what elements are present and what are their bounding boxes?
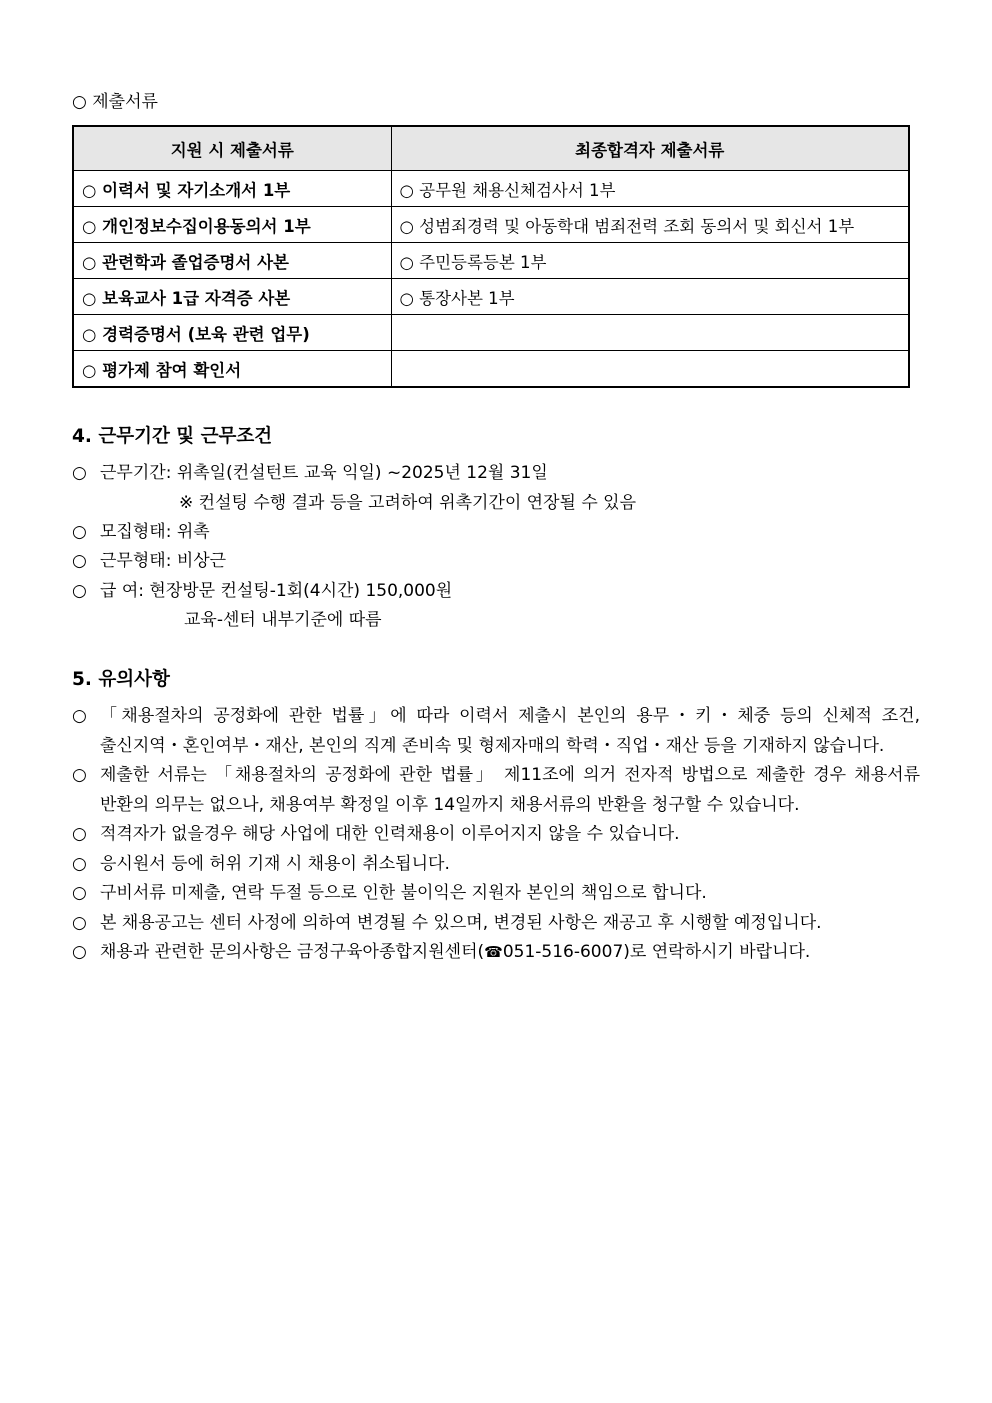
work-type-value: 비상근 bbox=[176, 551, 227, 571]
table-header-row bbox=[73, 126, 909, 171]
notice-text: 구비서류 미제출, 연락 두절 등으로 인한 불이익은 지원자 본인의 책임으로 합니다. bbox=[100, 883, 707, 903]
table-row bbox=[73, 279, 909, 315]
notice-text: 본 채용공고는 센터 사정에 의하여 변경될 수 있으며, 변경된 사항은 재공고 후 시행할 예정입니다. bbox=[100, 912, 822, 933]
table-cell bbox=[391, 351, 909, 388]
bullet-circle-icon: ○ bbox=[72, 521, 87, 542]
pay-label: 급 여: bbox=[100, 580, 144, 601]
table-row bbox=[73, 207, 909, 243]
bullet-circle-icon: ○ bbox=[72, 580, 87, 601]
document-page bbox=[72, 88, 922, 968]
notice-item bbox=[72, 879, 922, 909]
table-cell: ○ 평가제 참여 확인서 bbox=[73, 351, 391, 388]
contact-item bbox=[72, 938, 922, 968]
notice-text: 적격자가 없을경우 해당 사업에 대한 인력채용이 이루어지지 않을 수 있습니다. bbox=[100, 824, 680, 844]
section5-heading: 5. 유의사항 bbox=[72, 669, 170, 690]
recruit-type-value: 위촉 bbox=[176, 521, 210, 542]
table-cell: ○ 통장사본 1부 bbox=[391, 279, 909, 315]
work-period-item bbox=[72, 459, 922, 489]
table-cell: ○ 주민등록등본 1부 bbox=[391, 243, 909, 279]
bullet-circle-icon: ○ bbox=[72, 824, 87, 844]
table-cell: ○ 개인정보수집이용동의서 1부 bbox=[73, 207, 391, 243]
table-cell: ○ 성범죄경력 및 아동학대 범죄전력 조회 동의서 및 회신서 1부 bbox=[391, 207, 909, 243]
notice-item bbox=[72, 909, 922, 939]
table-header-application: 지원 시 제출서류 bbox=[73, 126, 391, 171]
notice-item bbox=[72, 702, 922, 761]
notice-item bbox=[72, 820, 922, 850]
table-row bbox=[73, 315, 909, 351]
work-period-value: 위촉일(컨설턴트 교육 익일) ~2025년 12월 31일 bbox=[176, 463, 548, 483]
bullet-circle-icon: ○ bbox=[72, 942, 87, 962]
notice-item bbox=[72, 850, 922, 880]
work-type-label: 근무형태: bbox=[100, 551, 172, 571]
bullet-circle-icon: ○ bbox=[72, 883, 87, 903]
contact-text-after: )로 연락하시기 바랍니다. bbox=[623, 942, 811, 962]
pay-note: 교육-센터 내부기준에 따름 bbox=[184, 610, 382, 630]
bullet-circle-icon: ○ bbox=[72, 912, 87, 933]
table-cell: ○ 관련학과 졸업증명서 사본 bbox=[73, 243, 391, 279]
submission-docs-table bbox=[72, 125, 910, 388]
work-type-item bbox=[72, 547, 922, 577]
table-cell: ○ 이력서 및 자기소개서 1부 bbox=[73, 171, 391, 207]
contact-text bbox=[100, 938, 922, 968]
table-cell: ○ 보육교사 1급 자격증 사본 bbox=[73, 279, 391, 315]
contact-text-before: 채용과 관련한 문의사항은 금정구육아종합지원센터( bbox=[100, 942, 485, 962]
pay-value: 현장방문 컨설팅-1회(4시간) 150,000원 bbox=[149, 580, 453, 601]
notice-item bbox=[72, 761, 922, 820]
table-cell: ○ 경력증명서 (보육 관련 업무) bbox=[73, 315, 391, 351]
bullet-circle-icon: ○ bbox=[72, 765, 87, 785]
work-period-note: ※ 컨설팅 수행 결과 등을 고려하여 위촉기간이 연장될 수 있음 bbox=[179, 492, 637, 513]
recruit-type-label: 모집형태: bbox=[100, 521, 172, 542]
table-cell: ○ 공무원 채용신체검사서 1부 bbox=[391, 171, 909, 207]
pay-item bbox=[72, 577, 922, 607]
work-period-label: 근무기간: bbox=[100, 463, 172, 483]
bullet-circle-icon: ○ bbox=[72, 551, 87, 571]
table-cell bbox=[391, 315, 909, 351]
bullet-circle-icon: ○ bbox=[72, 706, 87, 726]
notice-text: 제출한 서류는 「채용절차의 공정화에 관한 법률」 제11조에 의거 전자적 방법으로 제출한 경우 채용서류 반환의 의무는 없으나, 채용여부 확정일 이후 14일까지 채용서류의 반환을 청구할 수 있습니다. bbox=[100, 765, 920, 815]
section4-heading: 4. 근무기간 및 근무조건 bbox=[72, 426, 273, 447]
contact-phone: 051-516-6007 bbox=[502, 942, 624, 962]
table-row bbox=[73, 171, 909, 207]
notice-text: 응시원서 등에 허위 기재 시 채용이 취소됩니다. bbox=[100, 853, 450, 874]
table-row bbox=[73, 243, 909, 279]
recruit-type-item bbox=[72, 518, 922, 548]
submission-docs-title: ○ 제출서류 bbox=[72, 92, 158, 112]
table-row bbox=[73, 351, 909, 388]
phone-icon: ☎ bbox=[484, 943, 503, 961]
notice-text: 「채용절차의 공정화에 관한 법률」에 따라 이력서 제출시 본인의 용무・키・체중 등의 신체적 조건, 출신지역・혼인여부・재산, 본인의 직계 존비속 및 형제자매의 학력・직업・재산 등을 기재하지 않습니다. bbox=[100, 706, 920, 756]
table-header-final: 최종합격자 제출서류 bbox=[391, 126, 909, 171]
bullet-circle-icon: ○ bbox=[72, 463, 87, 483]
bullet-circle-icon: ○ bbox=[72, 853, 87, 874]
